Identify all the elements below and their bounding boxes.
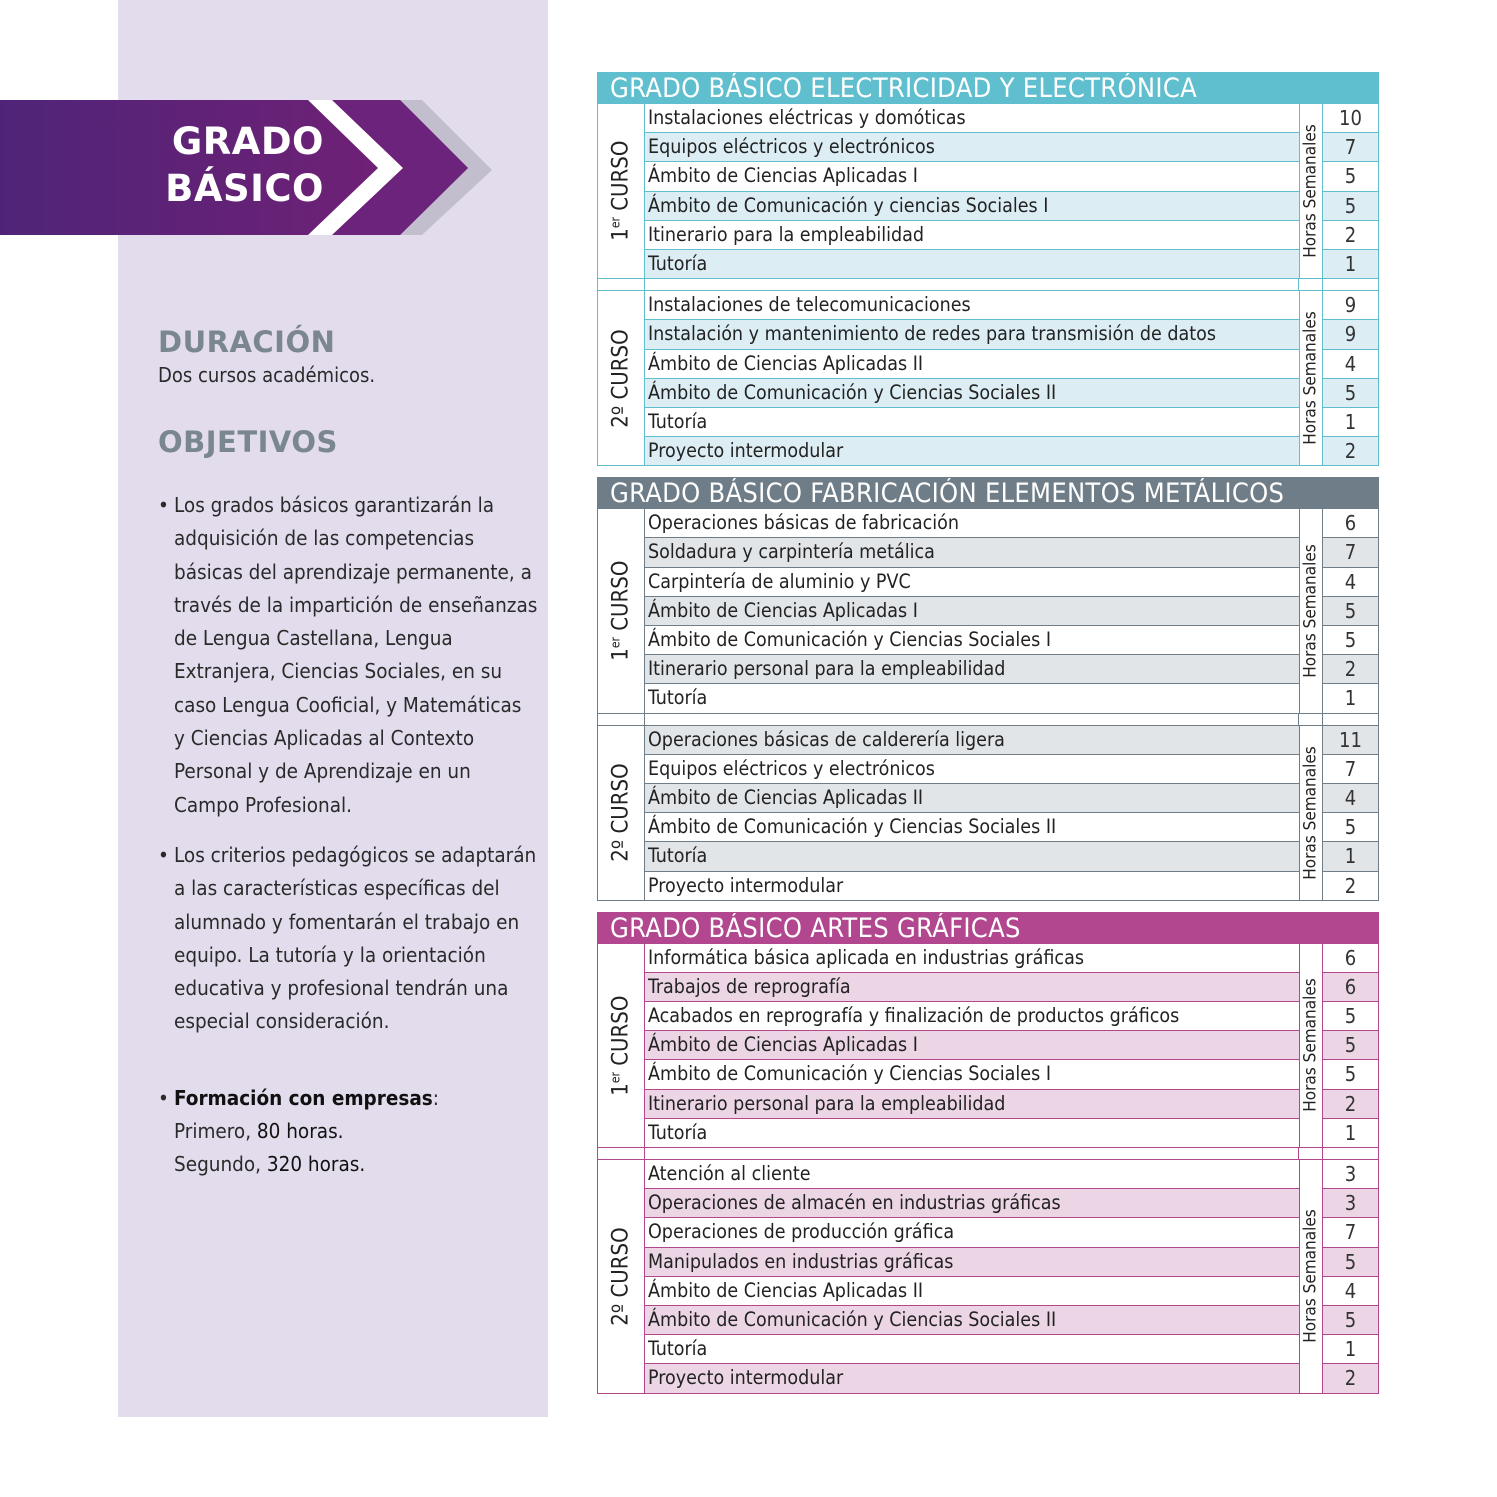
subject-hours: 3 — [1323, 1189, 1378, 1218]
sidebar-content — [158, 325, 538, 1199]
subject-name: Operaciones de almacén en industrias gráficas — [645, 1189, 1299, 1218]
subject-name: Tutoría — [645, 408, 1299, 437]
fce-primero-label: Primero, — [174, 1119, 257, 1144]
curso-1-section — [598, 944, 1378, 1147]
horas-semanales-text: Horas Semanales — [1301, 544, 1321, 678]
objetivo-item: • Los grados básicos garantizarán la adquisición de las competencias básicas del aprendizaje permanente, a través de la impartición de enseñanzas de Lengua Castellana, Lengua Extranjera, Ciencias Sociales, en su caso Lengua Cooficial, y Matemáticas y Ciencias Aplicadas al Contexto Personal y de Aprendizaje en un Campo Profesional. — [158, 489, 538, 822]
subject-hours: 4 — [1323, 784, 1378, 813]
separator-cell — [1299, 1148, 1323, 1159]
subject-name: Equipos eléctricos y electrónicos — [645, 133, 1299, 162]
subject-name: Carpintería de aluminio y PVC — [645, 568, 1299, 597]
subject-name: Ámbito de Comunicación y Ciencias Sociales II — [645, 1306, 1299, 1335]
curso-number: 1 — [608, 1082, 634, 1096]
subject-hours: 5 — [1323, 1031, 1378, 1060]
separator-cell — [598, 1148, 645, 1159]
subject-name: Instalaciones de telecomunicaciones — [645, 291, 1299, 320]
subject-name: Ámbito de Ciencias Aplicadas I — [645, 1031, 1299, 1060]
subject-hours: 5 — [1323, 1306, 1378, 1335]
page-title — [165, 118, 324, 212]
objetivos-heading: OBJETIVOS — [158, 425, 338, 459]
separator-cell — [645, 1148, 1299, 1159]
curso-word: CURSO — [608, 560, 634, 638]
curso-label-text — [608, 995, 633, 1095]
curso-ordinal: er — [608, 1071, 623, 1083]
subject-hours: 4 — [1323, 1277, 1378, 1306]
subject-hours: 10 — [1323, 104, 1378, 133]
subject-hours: 5 — [1323, 192, 1378, 221]
subject-name: Manipulados en industrias gráficas — [645, 1248, 1299, 1277]
curso-number: 1 — [608, 228, 634, 242]
subject-name: Itinerario para la empleabilidad — [645, 221, 1299, 250]
horas-semanales-label — [1299, 944, 1323, 1147]
subject-name: Ámbito de Comunicación y Ciencias Sociales II — [645, 379, 1299, 408]
separator-cell — [645, 279, 1299, 290]
horas-semanales-label — [1299, 726, 1323, 900]
subject-name: Ámbito de Ciencias Aplicadas II — [645, 784, 1299, 813]
subject-name: Equipos eléctricos y electrónicos — [645, 755, 1299, 784]
curso-ordinal: er — [608, 637, 623, 649]
curso-label — [598, 1160, 645, 1393]
subject-name: Trabajos de reprografía — [645, 973, 1299, 1002]
subject-hours: 1 — [1344, 686, 1357, 711]
separator-cell — [598, 714, 645, 725]
subject-name: Tutoría — [648, 1120, 708, 1144]
separator-cell — [1299, 279, 1323, 290]
subject-hours: 5 — [1323, 1060, 1378, 1089]
subject-name: Acabados en reprografía y finalización de productos gráficos — [645, 1002, 1299, 1031]
subject-hours: 7 — [1323, 755, 1378, 784]
subject-hours: 7 — [1323, 538, 1378, 567]
curso-separator — [598, 278, 1378, 290]
separator-cell — [1323, 714, 1378, 725]
curso-2-section — [598, 725, 1378, 900]
subject-hours: 3 — [1323, 1160, 1378, 1189]
fce-colon: : — [432, 1085, 439, 1110]
objetivos-list — [158, 489, 538, 1182]
horas-semanales-label — [1299, 1160, 1323, 1393]
duracion-heading: DURACIÓN — [158, 325, 336, 359]
horas-semanales-label — [1299, 291, 1323, 465]
title-line-2: BÁSICO — [165, 167, 324, 210]
separator-cell — [645, 714, 1299, 725]
subject-hours: 5 — [1323, 379, 1378, 408]
fce-segundo-label: Segundo, — [174, 1152, 267, 1177]
subject-name: Ámbito de Ciencias Aplicadas II — [645, 350, 1299, 379]
curso-separator — [598, 1147, 1378, 1159]
subject-hours: 6 — [1323, 509, 1378, 538]
subject-name: Tutoría — [645, 1335, 1299, 1364]
subject-hours: 7 — [1323, 133, 1378, 162]
program-title: GRADO BÁSICO ELECTRICIDAD Y ELECTRÓNICA — [598, 73, 1378, 104]
curso-label — [598, 291, 645, 465]
subject-name: Informática básica aplicada en industrias gráficas — [645, 944, 1299, 973]
horas-semanales-text: Horas Semanales — [1301, 124, 1321, 258]
program-table — [597, 912, 1379, 1394]
separator-cell — [1323, 279, 1378, 290]
subject-hours: 4 — [1323, 350, 1378, 379]
curso-separator — [598, 713, 1378, 725]
subject-name: Ámbito de Comunicación y Ciencias Sociales II — [645, 813, 1299, 842]
subject-hours: 7 — [1323, 1218, 1378, 1247]
programs-tables — [597, 72, 1379, 1405]
curso-ordinal: er — [608, 217, 623, 229]
subject-name: Proyecto intermodular — [645, 437, 1299, 465]
subject-hours: 11 — [1323, 726, 1378, 755]
subject-hours: 5 — [1323, 626, 1378, 655]
subject-hours: 1 — [1323, 250, 1378, 278]
subject-hours: 5 — [1323, 813, 1378, 842]
separator-cell — [1323, 1148, 1378, 1159]
program-table — [597, 477, 1379, 900]
subject-name: Operaciones de producción gráfica — [645, 1218, 1299, 1247]
subject-hours: 1 — [1344, 1120, 1357, 1145]
subject-name: Tutoría — [648, 686, 708, 710]
subject-name: Instalaciones eléctricas y domóticas — [645, 104, 1299, 133]
subject-hours: 1 — [1323, 842, 1378, 871]
subject-name: Itinerario personal para la empleabilidad — [645, 655, 1299, 684]
subject-hours: 2 — [1323, 1090, 1378, 1119]
subject-name: Itinerario personal para la empleabilidad — [645, 1090, 1299, 1119]
curso-label-text: 2º CURSO — [608, 1227, 634, 1326]
objetivo-item: • Los criterios pedagógicos se adaptarán a las características específicas del alumnado y fomentarán el trabajo en equipo. La tutoría y la orientación educativa y profesional tendrán una especial consideración. — [158, 839, 538, 1039]
curso-label — [598, 726, 645, 900]
section-banner — [0, 100, 470, 235]
curso-label-text: 2º CURSO — [608, 328, 634, 428]
subject-hours: 1 — [1323, 1335, 1378, 1364]
subject-hours: 5 — [1323, 597, 1378, 626]
subject-name: Ámbito de Ciencias Aplicadas II — [645, 1277, 1299, 1306]
title-line-1: GRADO — [171, 120, 324, 163]
curso-2-section — [598, 1159, 1378, 1393]
separator-cell — [1299, 714, 1323, 725]
subject-hours: 6 — [1323, 973, 1378, 1002]
curso-label — [598, 509, 645, 712]
curso-2-section — [598, 290, 1378, 465]
curso-word: CURSO — [608, 995, 634, 1072]
formacion-empresas-item — [158, 1082, 538, 1182]
program-title: GRADO BÁSICO ARTES GRÁFICAS — [598, 913, 1378, 944]
horas-semanales-text: Horas Semanales — [1301, 978, 1321, 1113]
curso-1-section — [598, 104, 1378, 278]
subject-name: Ámbito de Comunicación y Ciencias Sociales I — [645, 626, 1299, 655]
subject-name: Proyecto intermodular — [648, 873, 844, 897]
fce-segundo-value: 320 horas. — [266, 1152, 366, 1177]
subject-hours: 9 — [1323, 320, 1378, 349]
subject-name: Ámbito de Comunicación y ciencias Sociales I — [645, 192, 1299, 221]
program-title: GRADO BÁSICO FABRICACIÓN ELEMENTOS METÁLICOS — [598, 478, 1378, 509]
separator-cell — [598, 279, 645, 290]
subject-hours: 2 — [1323, 1364, 1378, 1392]
subject-name: Tutoría — [645, 842, 1299, 871]
fce-label: Formación con empresas — [174, 1085, 433, 1110]
subject-hours: 9 — [1323, 291, 1378, 320]
program-table — [597, 72, 1379, 466]
curso-label-text: 2º CURSO — [608, 763, 634, 862]
subject-name: Ámbito de Ciencias Aplicadas I — [645, 162, 1299, 191]
subject-name: Atención al cliente — [645, 1160, 1299, 1189]
subject-name: Tutoría — [645, 250, 1299, 278]
subject-hours: 2 — [1344, 873, 1357, 898]
subject-hours: 4 — [1323, 568, 1378, 597]
duracion-text: Dos cursos académicos. — [158, 363, 376, 387]
curso-number: 1 — [608, 648, 634, 661]
curso-label-text — [608, 141, 633, 241]
subject-hours: 1 — [1323, 408, 1378, 437]
curso-1-section — [598, 509, 1378, 712]
horas-semanales-text: Horas Semanales — [1301, 311, 1321, 445]
subject-name: Proyecto intermodular — [645, 1364, 1299, 1392]
subject-name: Ámbito de Comunicación y Ciencias Sociales I — [645, 1060, 1299, 1089]
subject-name: Operaciones básicas de fabricación — [645, 509, 1299, 538]
subject-hours: 2 — [1323, 655, 1378, 684]
curso-label — [598, 944, 645, 1147]
horas-semanales-label — [1299, 509, 1323, 712]
fce-primero-value: 80 horas. — [256, 1119, 344, 1144]
subject-hours: 2 — [1323, 221, 1378, 250]
horas-semanales-text: Horas Semanales — [1301, 1209, 1321, 1343]
horas-semanales-label — [1299, 104, 1323, 278]
subject-hours: 6 — [1323, 944, 1378, 973]
curso-label-text — [608, 561, 633, 661]
subject-name: Soldadura y carpintería metálica — [645, 538, 1299, 567]
subject-hours: 5 — [1323, 1002, 1378, 1031]
subject-name: Ámbito de Ciencias Aplicadas I — [645, 597, 1299, 626]
curso-label — [598, 104, 645, 278]
subject-hours: 5 — [1323, 162, 1378, 191]
subject-hours: 5 — [1323, 1248, 1378, 1277]
subject-hours: 2 — [1323, 437, 1378, 465]
subject-name: Instalación y mantenimiento de redes para transmisión de datos — [645, 320, 1299, 349]
subject-name: Operaciones básicas de calderería ligera — [645, 726, 1299, 755]
curso-word: CURSO — [608, 140, 634, 218]
horas-semanales-text: Horas Semanales — [1301, 745, 1321, 880]
